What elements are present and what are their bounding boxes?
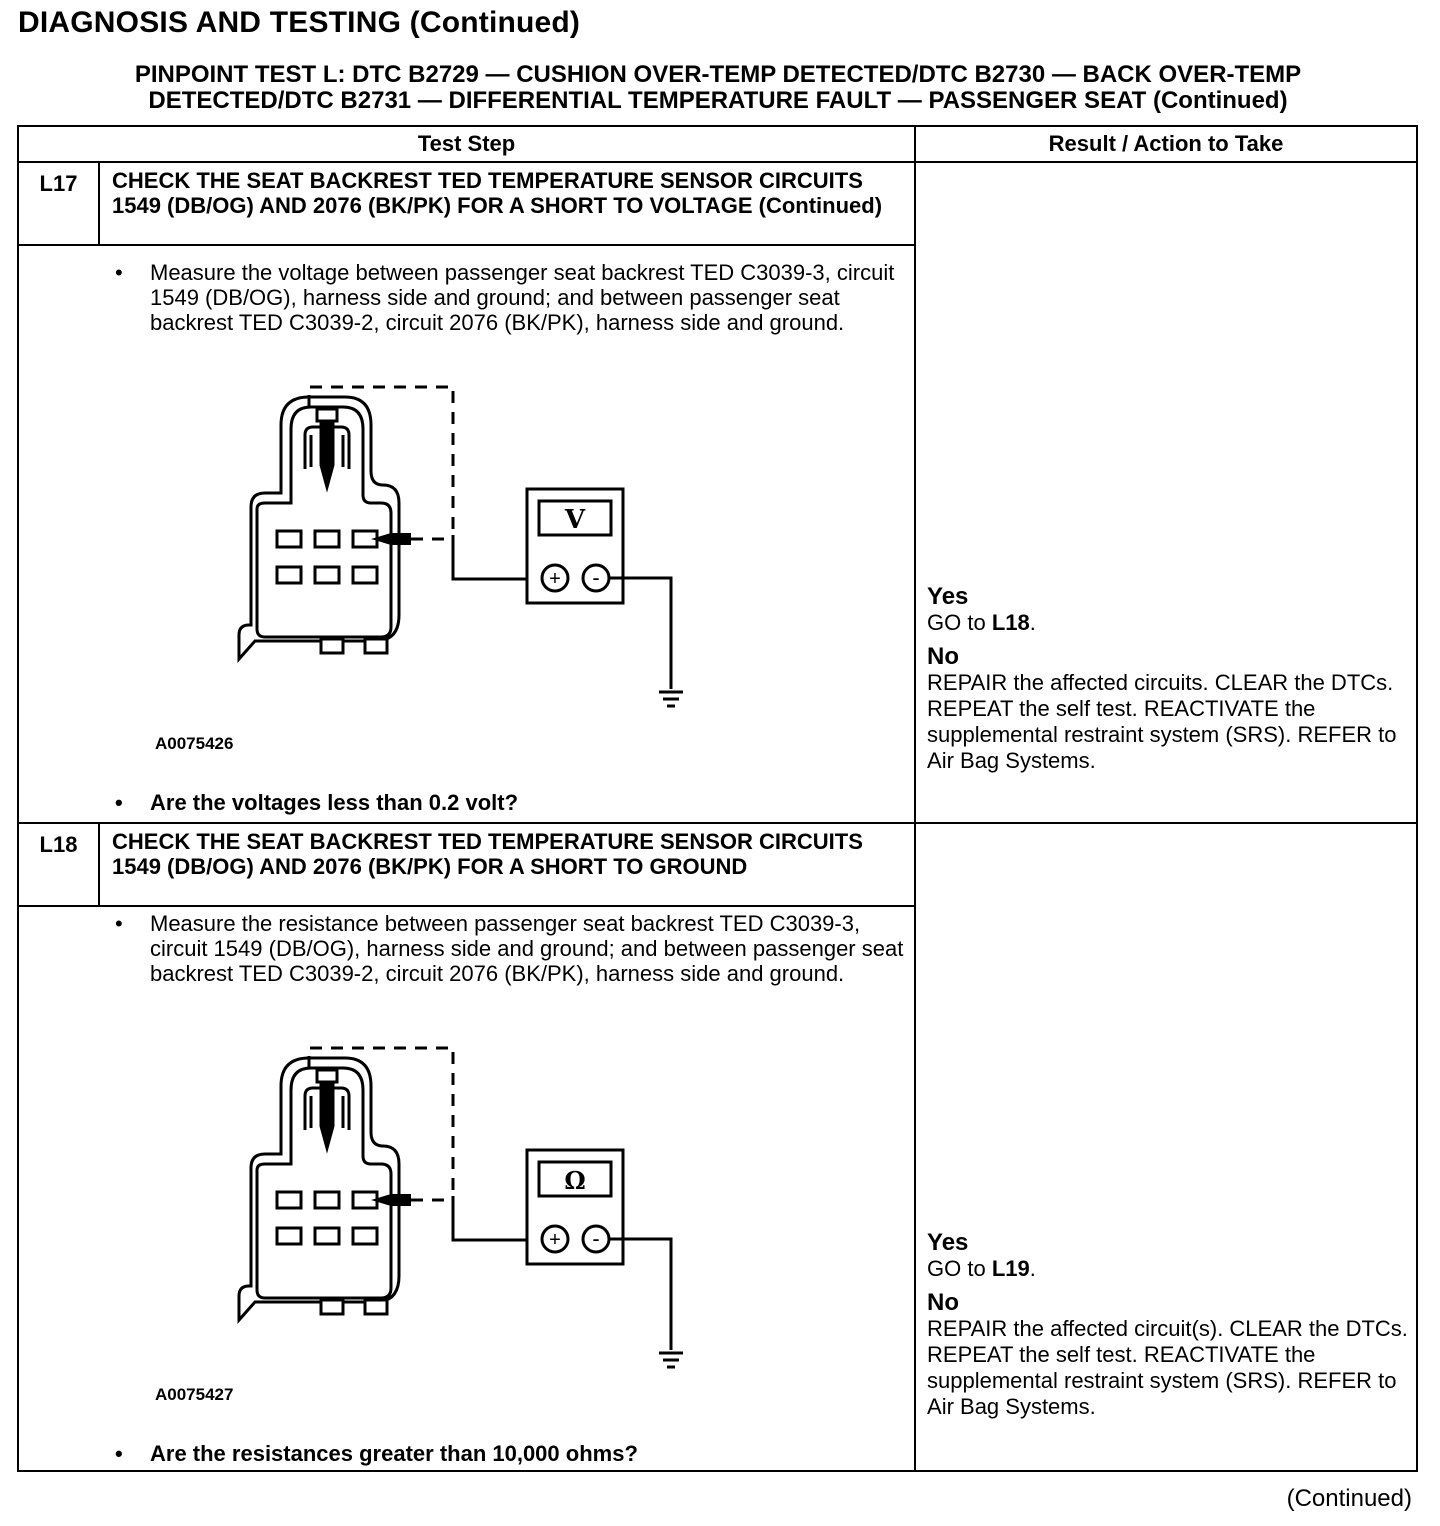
bullet-l17-a: • <box>115 260 123 285</box>
yes-action-l18 <box>927 1256 1412 1282</box>
instruction-l17 <box>19 260 914 335</box>
pin-cavity-6b <box>353 1228 377 1244</box>
probe-tip-2 <box>321 1082 333 1148</box>
no-label-l17: No <box>927 643 960 670</box>
yes-label-l18: Yes <box>927 1229 969 1256</box>
no-action-l17: REPAIR the affected circuits. CLEAR the DTCs. REPEAT the self test. REACTIVATE the supplemental restraint system (SRS). REFER to Air Bag Systems. <box>927 670 1397 773</box>
step-heading-l18: CHECK THE SEAT BACKREST TED TEMPERATURE SENSOR CIRCUITS 1549 (DB/OG) AND 2076 (BK/PK) FOR A SHORT TO GROUND <box>99 823 915 906</box>
question-text-l17: Are the voltages less than 0.2 volt? <box>150 790 519 815</box>
pinpoint-test-title-line-1: PINPOINT TEST L: DTC B2729 — CUSHION OVER-TEMP DETECTED/DTC B2730 — BACK OVER-TEMP <box>134 61 1302 88</box>
step-heading-l17: CHECK THE SEAT BACKREST TED TEMPERATURE SENSOR CIRCUITS 1549 (DB/OG) AND 2076 (BK/PK) FOR A SHORT TO VOLTAGE (Continued) <box>99 162 915 245</box>
pin-cavity-1b <box>277 1192 301 1208</box>
result-cell-l17 <box>915 162 1417 823</box>
figure-id-l17: A0075426 <box>155 734 234 753</box>
yes-action-period-l17: . <box>1029 610 1036 635</box>
bullet-l18-b: • <box>115 1441 123 1466</box>
result-l18 <box>927 1230 1412 1420</box>
meter-symbol-ohm: Ω <box>564 1166 586 1195</box>
no-action-l18: REPAIR the affected circuit(s). CLEAR the DTCs. REPEAT the self test. REACTIVATE the supplemental restraint system (SRS). REFER to Air Bag Systems. <box>927 1316 1408 1419</box>
probe-tip <box>321 421 333 487</box>
ground-symbol <box>659 692 683 706</box>
yes-action-text-l18: GO to <box>927 1256 986 1281</box>
connector-tab-left-2 <box>321 1300 343 1314</box>
connector-c3039-2 <box>239 1058 399 1320</box>
pin-cavity-2b <box>315 1192 339 1208</box>
probe-handle-2 <box>317 1070 337 1082</box>
step-id-l17: L17 <box>18 162 99 245</box>
step-body-l18 <box>18 906 915 1471</box>
result-l17 <box>927 584 1412 774</box>
connector-tab-left <box>321 639 343 653</box>
connector-c3039 <box>239 397 399 659</box>
result-cell-l18 <box>915 823 1417 1471</box>
connector-tab-right-2 <box>365 1300 387 1314</box>
ground-symbol-2 <box>659 1353 683 1367</box>
goto-step-l19: L19 <box>991 1256 1030 1281</box>
question-text-l18: Are the resistances greater than 10,000 ohms? <box>150 1441 638 1466</box>
pinpoint-test-title <box>18 62 1418 114</box>
bullet-l18-a: • <box>115 911 123 936</box>
pinpoint-test-table <box>17 125 1418 1472</box>
meter-symbol-volt: V <box>564 505 586 535</box>
yes-label-l17: Yes <box>927 583 969 610</box>
minus-symbol-2: - <box>592 1226 600 1251</box>
no-label-l18: No <box>927 1289 960 1316</box>
pin-cavity-5 <box>315 567 339 583</box>
yes-action-l17 <box>927 610 1412 636</box>
voltage-test-diagram <box>19 335 915 743</box>
pin-cavity-6 <box>353 567 377 583</box>
pin-cavity-2 <box>315 531 339 547</box>
continued-footer: (Continued) <box>1286 1485 1412 1512</box>
result-action-header: Result / Action to Take <box>915 126 1417 162</box>
test-step-header: Test Step <box>18 126 915 162</box>
pin-cavity-5b <box>315 1228 339 1244</box>
instruction-text-l18: Measure the resistance between passenger seat backrest TED C3039-3, circuit 1549 (DB/OG), harness side and ground; and between passenger seat backrest TED C3039-2, circuit 2076 (BK/PK), harness side and ground. <box>150 911 904 986</box>
resistance-test-diagram <box>19 996 915 1404</box>
plus-symbol-2: + <box>549 1229 561 1251</box>
question-l17 <box>19 790 518 815</box>
instruction-l18 <box>19 911 914 986</box>
connector-tab-right <box>365 639 387 653</box>
yes-action-text-l17: GO to <box>927 610 986 635</box>
minus-symbol: - <box>592 565 600 590</box>
pin-cavity-1 <box>277 531 301 547</box>
pinpoint-test-title-line-2: DETECTED/DTC B2731 — DIFFERENTIAL TEMPERATURE FAULT — PASSENGER SEAT (Continued) <box>148 87 1288 114</box>
table-header-row <box>18 126 1417 162</box>
step-id-l18: L18 <box>18 823 99 906</box>
goto-step-l18: L18 <box>991 610 1030 635</box>
step-heading-row-l18 <box>18 823 1417 906</box>
plus-symbol: + <box>549 568 561 590</box>
bullet-l17-b: • <box>115 790 123 815</box>
yes-action-period-l18: . <box>1029 1256 1036 1281</box>
probe-handle <box>317 409 337 421</box>
figure-id-l18: A0075427 <box>155 1385 234 1404</box>
pin-cavity-4 <box>277 567 301 583</box>
question-l18 <box>19 1441 638 1466</box>
step-body-l17 <box>18 245 915 823</box>
instruction-text-l17: Measure the voltage between passenger seat backrest TED C3039-3, circuit 1549 (DB/OG), harness side and ground; and between passenger seat backrest TED C3039-2, circuit 2076 (BK/PK), harness side and ground. <box>150 260 895 335</box>
step-heading-row-l17 <box>18 162 1417 245</box>
pin-cavity-4b <box>277 1228 301 1244</box>
section-title: DIAGNOSIS AND TESTING (Continued) <box>18 6 581 39</box>
